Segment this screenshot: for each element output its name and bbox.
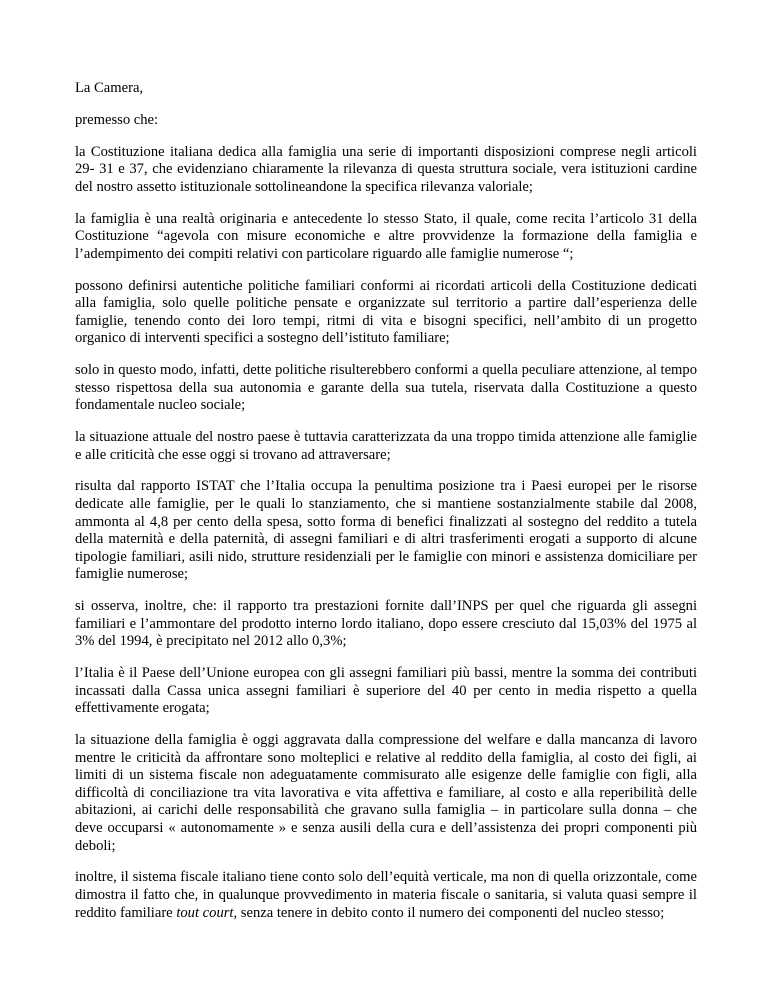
paragraph-10	[75, 869, 697, 922]
paragraph-2: la famiglia è una realtà originaria e antecedente lo stesso Stato, il quale, come recita l’articolo 31 della Costituzione “agevola con misure economiche e altre provvidenze la formazione della famiglia e l’adempimento dei compiti relativi con particolare riguardo alle famiglie numerose “;	[75, 210, 697, 262]
paragraph-10-text-b: , senza tenere in debito conto il numero dei componenti del nucleo stesso;	[233, 904, 665, 921]
opening-line: La Camera,	[75, 80, 144, 96]
paragraph-6: risulta dal rapporto ISTAT che l’Italia occupa la penultima posizione tra i Paesi europei per le risorse dedicate alle famiglie, per le quali lo stanziamento, che si mantiene sostanzialmente stabile dal 2008, ammonta al 4,8 per cento della spesa, sotto forma di benefici finalizzati al sostegno del reddito a tutela della maternità e della paternità, di assegni familiari e di altri trasferimenti erogati a supporto di alcune tipologie familiari, asili nido, strutture residenziali per le famiglie con minori e assistenza domiciliare per famiglie numerose;	[75, 478, 697, 583]
paragraph-3: possono definirsi autentiche politiche familiari conformi ai ricordati articoli della Costituzione dedicati alla famiglia, solo quelle politiche pensate e organizzate sul territorio a partire dall’esperienza delle famiglie, tenendo conto dei loro tempi, ritmi di vita e bisogni specifici, nell’ambito di un progetto organico di interventi specifici a sostegno dell’istituto familiare;	[75, 277, 697, 347]
paragraph-4: solo in questo modo, infatti, dette politiche risulterebbero conformi a quella peculiare attenzione, al tempo stesso rispettosa della sua autonomia e garante della sua tutela, riservata dalla Costituzione a questo fondamentale nucleo sociale;	[75, 362, 697, 414]
paragraph-5: la situazione attuale del nostro paese è tuttavia caratterizzata da una troppo timida attenzione alle famiglie e alle criticità che esse oggi si trovano ad attraversare;	[75, 429, 697, 463]
paragraph-10-italic: tout court	[176, 904, 234, 921]
paragraph-10-text-a: inoltre, il sistema fiscale italiano tiene conto solo dell’equità verticale, ma non di quella orizzontale, come dimostra il fatto che, in qualunque provvedimento in materia fiscale o sanitaria, si valuta quasi sempre il reddito familiare	[75, 869, 697, 921]
paragraph-1: la Costituzione italiana dedica alla famiglia una serie di importanti disposizioni comprese negli articoli 29- 31 e 37, che evidenziano chiaramente la rilevanza di questa struttura sociale, vera istituzioni cardine del nostro assetto istituzionale sottolineandone la specifica rilevanza valoriale;	[75, 143, 697, 195]
document-page	[75, 80, 697, 936]
paragraph-8: l’Italia è il Paese dell’Unione europea con gli assegni familiari più bassi, mentre la somma dei contributi incassati dalla Cassa unica assegni familiari è superiore del 40 per cento in media rispetto a quella effettivamente erogata;	[75, 665, 697, 717]
premise-line: premesso che:	[75, 111, 159, 128]
paragraph-9: la situazione della famiglia è oggi aggravata dalla compressione del welfare e dalla mancanza di lavoro mentre le criticità da affrontare sono molteplici e relative al reddito della famiglia, al costo dei figli, ai limiti di un sistema fiscale non adeguatamente commisurato alle esigenze delle famiglie con figli, alla difficoltà di conciliazione tra vita lavorativa e vita affettiva e familiare, al costo e alla reperibilità delle abitazioni, ai carichi delle responsabilità che gravano sulla famiglia – in particolare sulla donna – che deve occuparsi « autonomamente » e senza ausili della cura e dell’assistenza dei propri componenti più deboli;	[75, 732, 697, 854]
paragraph-7: si osserva, inoltre, che: il rapporto tra prestazioni fornite dall’INPS per quel che riguarda gli assegni familiari e l’ammontare del prodotto interno lordo italiano, dopo essere cresciuto dal 15,03% del 1975 al 3% del 1994, è precipitato nel 2012 allo 0,3%;	[75, 598, 697, 650]
